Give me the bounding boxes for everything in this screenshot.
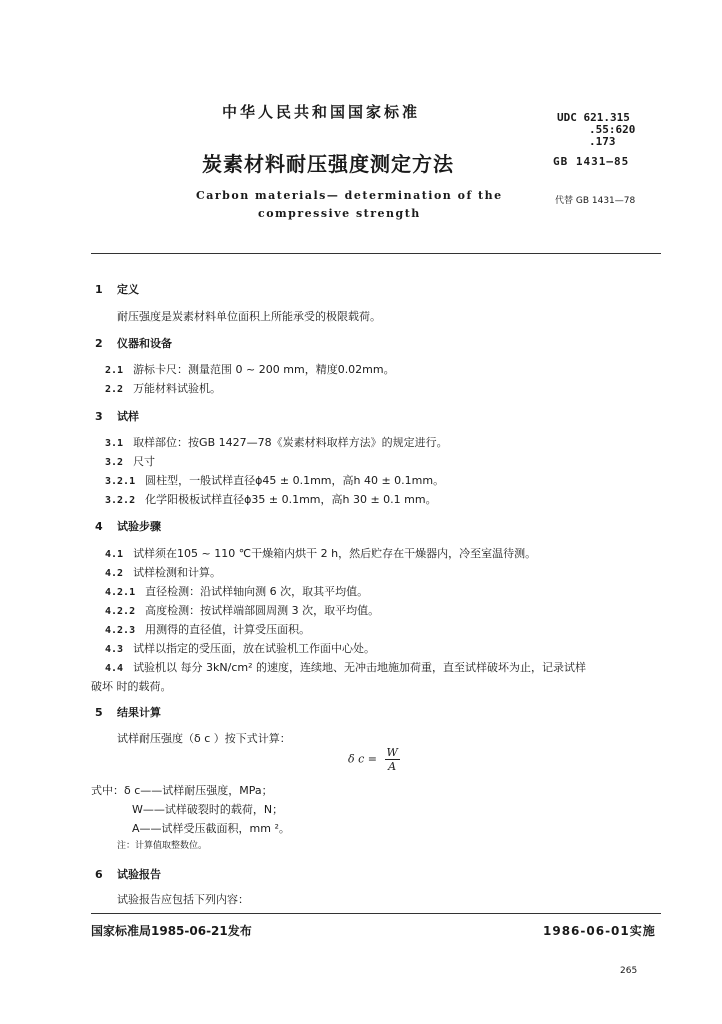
clause-number: 3.2.2 xyxy=(105,495,136,506)
clause-text: 化学阳极板试样直径ϕ35 ± 0.1mm，高h 30 ± 0.1 mm。 xyxy=(145,493,437,506)
section-3-heading xyxy=(95,408,139,424)
footer-divider xyxy=(91,913,661,914)
clause-number: 2.2 xyxy=(105,384,124,395)
section-2-heading xyxy=(95,335,172,351)
clause-number: 3.2 xyxy=(105,457,124,468)
section-title: 试验报告 xyxy=(117,868,161,881)
clause-text: 直径检测：沿试样轴向测 6 次，取其平均值。 xyxy=(145,585,369,598)
clause-4-2-3 xyxy=(105,621,310,637)
document-title-cn: 炭素材料耐压强度测定方法 xyxy=(202,152,454,176)
clause-number: 4.3 xyxy=(105,644,124,655)
clause-3-2 xyxy=(105,453,155,469)
clause-4-3 xyxy=(105,640,375,656)
section-title: 结果计算 xyxy=(117,706,161,719)
clause-4-2 xyxy=(105,564,221,580)
clause-4-2-2 xyxy=(105,602,379,618)
udc-line-2: .55:620 xyxy=(589,123,636,136)
clause-text: 试验机以 每分 3kN/cm² 的速度，连续地、无冲击地施加荷重，直至试样破坏为止，记录试样 xyxy=(133,661,587,674)
section-number: 4 xyxy=(95,520,103,533)
clause-text: 尺寸 xyxy=(133,455,156,468)
clause-2-1 xyxy=(105,361,395,377)
section-number: 6 xyxy=(95,868,103,881)
formula-fraction xyxy=(385,746,400,773)
document-title-en-line-2: compressive strength xyxy=(258,207,421,220)
clause-3-1 xyxy=(105,434,448,450)
udc-line-3: .173 xyxy=(589,135,616,148)
formula-denominator: A xyxy=(388,760,397,773)
section-number: 2 xyxy=(95,337,103,350)
standard-name: 中华人民共和国国家标准 xyxy=(222,103,421,121)
clause-4-1 xyxy=(105,545,536,561)
clause-3-2-1 xyxy=(105,472,444,488)
clause-text: 试样检测和计算。 xyxy=(133,566,222,579)
calculation-note: 注：计算值取整数位。 xyxy=(117,841,208,851)
section-4-heading xyxy=(95,518,161,534)
clause-number: 2.1 xyxy=(105,365,124,376)
gb-number: GB 1431—85 xyxy=(553,155,630,168)
page-number: 265 xyxy=(620,966,638,976)
section-title: 仪器和设备 xyxy=(117,337,172,350)
replaces-standard: 代替 GB 1431—78 xyxy=(555,196,636,206)
clause-text: 高度检测：按试样端部圆周测 3 次，取平均值。 xyxy=(145,604,380,617)
clause-number: 4.1 xyxy=(105,549,124,560)
clause-number: 3.1 xyxy=(105,438,124,449)
where-line-3: A——试样受压截面积，mm ²。 xyxy=(132,822,290,835)
formula-numerator: W xyxy=(386,746,398,759)
clause-4-4-continuation: 破坏 时的载荷。 xyxy=(91,680,172,693)
clause-text: 试样以指定的受压面，放在试验机工作面中心处。 xyxy=(133,642,376,655)
clause-number: 4.4 xyxy=(105,663,124,674)
clause-number: 4.2.3 xyxy=(105,625,136,636)
clause-text: 用测得的直径值，计算受压面积。 xyxy=(145,623,311,636)
effective-date: 1986-06-01实施 xyxy=(543,924,656,938)
clause-number: 4.2 xyxy=(105,568,124,579)
clause-4-2-1 xyxy=(105,583,368,599)
issue-date: 国家标准局1985-06-21发布 xyxy=(91,924,252,938)
section-1-heading xyxy=(95,281,139,297)
clause-text: 万能材料试验机。 xyxy=(133,382,222,395)
where-line-2: W——试样破裂时的载荷，N； xyxy=(132,803,284,816)
section-title: 试样 xyxy=(117,410,139,423)
section-number: 3 xyxy=(95,410,103,423)
section-1-text: 耐压强度是炭素材料单位面积上所能承受的极限载荷。 xyxy=(117,310,381,323)
header-divider xyxy=(91,253,661,254)
document-title-en-line-1: Carbon materials— determination of the xyxy=(196,189,503,202)
clause-number: 4.2.2 xyxy=(105,606,136,617)
section-number: 1 xyxy=(95,283,103,296)
section-6-heading xyxy=(95,866,161,882)
section-5-heading xyxy=(95,704,161,720)
clause-text: 试样须在105 ~ 110 ℃干燥箱内烘干 2 h，然后贮存在干燥器内，冷至室温待测。 xyxy=(133,547,537,560)
clause-2-2 xyxy=(105,380,221,396)
section-title: 试验步骤 xyxy=(117,520,161,533)
strength-formula xyxy=(348,746,400,773)
clause-text: 取样部位：按GB 1427—78《炭素材料取样方法》的规定进行。 xyxy=(133,436,448,449)
section-title: 定义 xyxy=(117,283,139,296)
clause-text: 游标卡尺：测量范围 0 ~ 200 mm，精度0.02mm。 xyxy=(133,363,395,376)
clause-number: 4.2.1 xyxy=(105,587,136,598)
formula-intro: 试样耐压强度（δ c ）按下式计算： xyxy=(117,732,291,745)
section-6-text: 试验报告应包括下列内容： xyxy=(117,893,249,906)
formula-lhs: δ c = xyxy=(348,752,377,766)
where-line-1: 式中：δ c——试样耐压强度，MPa； xyxy=(91,784,273,797)
section-number: 5 xyxy=(95,706,103,719)
udc-line-1: UDC 621.315 xyxy=(557,111,630,124)
clause-text: 圆柱型，一般试样直径ϕ45 ± 0.1mm，高h 40 ± 0.1mm。 xyxy=(145,474,445,487)
clause-4-4 xyxy=(105,659,586,675)
udc-code xyxy=(557,112,635,148)
clause-number: 3.2.1 xyxy=(105,476,136,487)
clause-3-2-2 xyxy=(105,491,437,507)
